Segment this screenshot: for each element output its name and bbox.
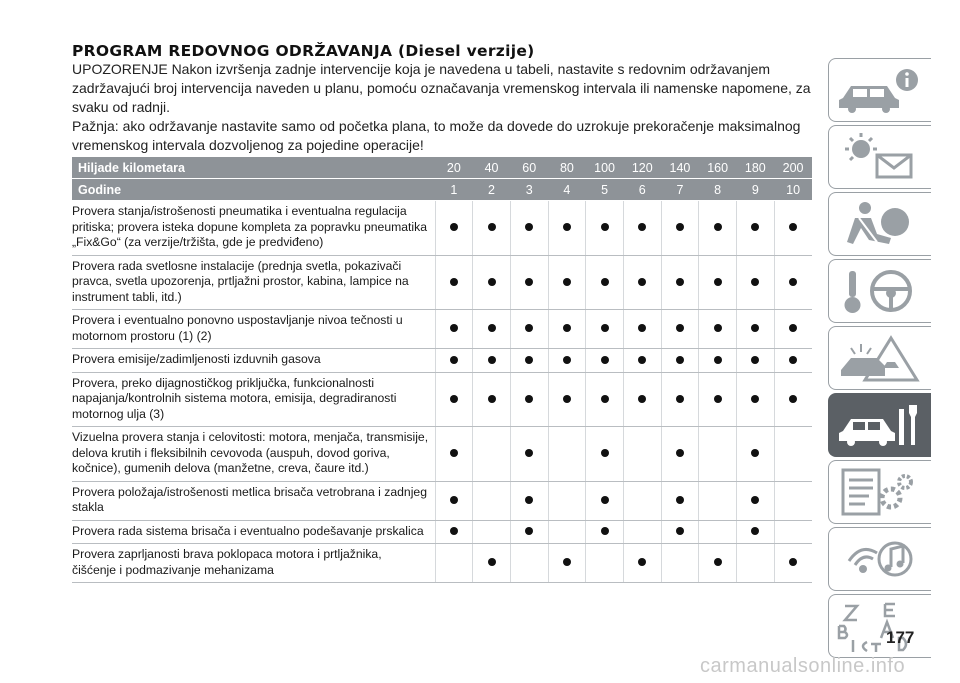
years-header-row (72, 179, 812, 201)
interval-cell (586, 310, 624, 349)
interval-cell (435, 544, 473, 583)
interval-cell (623, 201, 661, 256)
km-header-cell: 120 (623, 157, 661, 179)
interval-cell (586, 349, 624, 373)
operation-description: Provera emisije/zadimljenosti izduvnih gasova (72, 349, 435, 373)
airbag-icon (837, 198, 923, 250)
required-bullet (450, 395, 458, 403)
interval-cell (473, 544, 511, 583)
table-row (72, 255, 812, 310)
required-bullet (563, 558, 571, 566)
interval-cell (774, 544, 812, 583)
interval-cell (774, 201, 812, 256)
year-header-cell: 6 (623, 179, 661, 201)
operation-description: Provera, preko dijagnostičkog priključka, funkcionalnosti napajanja/kontrolnih sistema motora, emisija, degradiranosti motornog ulja (3) (72, 372, 435, 427)
interval-cell (774, 255, 812, 310)
required-bullet (450, 278, 458, 286)
interval-cell (623, 349, 661, 373)
interval-cell (586, 481, 624, 520)
required-bullet (563, 356, 571, 364)
interval-cell (548, 201, 586, 256)
required-bullet (601, 395, 609, 403)
interval-cell (586, 201, 624, 256)
interval-cell (661, 372, 699, 427)
required-bullet (676, 449, 684, 457)
required-bullet (676, 278, 684, 286)
warning-paragraph: UPOZORENJE Nakon izvršenja zadnje intervencije koja je navedena u tabeli, nastavite s redovnim održavanjem zadržavajući broj intervencija naveden u planu, pomoću označavanja vremenskog intervala ili namenske napomene, za svaku od radnji. (72, 61, 811, 115)
interval-cell (737, 310, 775, 349)
km-header-cell: 200 (774, 157, 812, 179)
interval-cell (473, 427, 511, 482)
tab-starting-driving[interactable] (828, 259, 931, 323)
required-bullet (676, 223, 684, 231)
required-bullet (450, 356, 458, 364)
interval-cell (586, 544, 624, 583)
operation-description: Provera stanja/istrošenosti pneumatika i eventualna regulacija pritiska; provera isteka dopune kompleta za popravku pneumatika „Fix&Go“ (za verzije/tržišta, gde je predviđeno) (72, 201, 435, 256)
operation-description: Vizuelna provera stanja i celovitosti: motora, menjača, transmisije, delova krutih i fleksibilnih cevovoda (auspuh, dovod goriva, kočnice), gumenih delova (manžetne, creva, čaure itd.) (72, 427, 435, 482)
operation-description: Provera rada svetlosne instalacije (prednja svetla, pokazivači pravca, svetla upozorenja, prtljažni prostor, kabina, lampice na instrument tabli, itd.) (72, 255, 435, 310)
interval-cell (510, 255, 548, 310)
km-header-row (72, 157, 812, 179)
interval-cell (586, 255, 624, 310)
car-info-icon (837, 64, 923, 116)
interval-cell (623, 520, 661, 544)
interval-cell (623, 310, 661, 349)
km-header-cell: 140 (661, 157, 699, 179)
interval-cell (548, 310, 586, 349)
interval-cell (473, 520, 511, 544)
required-bullet (638, 223, 646, 231)
required-bullet (450, 324, 458, 332)
interval-cell (623, 481, 661, 520)
required-bullet (789, 395, 797, 403)
table-row (72, 372, 812, 427)
required-bullet (450, 449, 458, 457)
year-header-cell: 9 (737, 179, 775, 201)
year-header-cell: 2 (473, 179, 511, 201)
interval-cell (699, 255, 737, 310)
interval-cell (586, 520, 624, 544)
interval-cell (699, 372, 737, 427)
interval-cell (548, 427, 586, 482)
required-bullet (563, 395, 571, 403)
interval-cell (435, 427, 473, 482)
required-bullet (525, 356, 533, 364)
required-bullet (676, 395, 684, 403)
interval-cell (510, 310, 548, 349)
required-bullet (525, 278, 533, 286)
required-bullet (638, 395, 646, 403)
page-number: 177 (886, 628, 915, 647)
year-header-cell: 8 (699, 179, 737, 201)
interval-cell (510, 201, 548, 256)
required-bullet (751, 395, 759, 403)
interval-cell (737, 201, 775, 256)
required-bullet (751, 278, 759, 286)
interval-cell (699, 481, 737, 520)
interval-cell (623, 544, 661, 583)
interval-cell (473, 255, 511, 310)
tab-dashboard-info[interactable] (828, 58, 931, 122)
operation-description: Provera rada sistema brisača i eventualno podešavanje prskalica (72, 520, 435, 544)
interval-cell (473, 349, 511, 373)
interval-cell (510, 520, 548, 544)
interval-cell (661, 349, 699, 373)
required-bullet (676, 527, 684, 535)
km-header-cell: 160 (699, 157, 737, 179)
interval-cell (435, 372, 473, 427)
interval-cell (623, 255, 661, 310)
required-bullet (751, 324, 759, 332)
interval-cell (774, 349, 812, 373)
watermark: carmanualsonline.info (700, 655, 906, 677)
required-bullet (488, 278, 496, 286)
interval-cell (699, 201, 737, 256)
interval-cell (548, 349, 586, 373)
required-bullet (638, 356, 646, 364)
table-row (72, 520, 812, 544)
interval-cell (435, 201, 473, 256)
interval-cell (661, 255, 699, 310)
required-bullet (563, 324, 571, 332)
required-bullet (601, 324, 609, 332)
interval-cell (548, 544, 586, 583)
steering-key-icon (837, 265, 923, 317)
required-bullet (450, 527, 458, 535)
tab-technical-data[interactable] (828, 460, 931, 524)
required-bullet (714, 356, 722, 364)
interval-cell (473, 201, 511, 256)
tab-index[interactable] (828, 594, 931, 658)
required-bullet (789, 324, 797, 332)
required-bullet (525, 449, 533, 457)
interval-cell (737, 427, 775, 482)
km-header-cell: 80 (548, 157, 586, 179)
km-header-label: Hiljade kilometara (72, 157, 435, 179)
interval-cell (699, 544, 737, 583)
interval-cell (435, 255, 473, 310)
required-bullet (601, 356, 609, 364)
interval-cell (774, 481, 812, 520)
km-header-cell: 60 (510, 157, 548, 179)
required-bullet (601, 449, 609, 457)
required-bullet (714, 558, 722, 566)
interval-cell (737, 372, 775, 427)
required-bullet (676, 324, 684, 332)
interval-cell (548, 481, 586, 520)
km-header-cell: 100 (586, 157, 624, 179)
required-bullet (714, 223, 722, 231)
interval-cell (661, 427, 699, 482)
table-row (72, 481, 812, 520)
required-bullet (751, 223, 759, 231)
interval-cell (737, 520, 775, 544)
table-row (72, 544, 812, 583)
required-bullet (601, 496, 609, 504)
year-header-cell: 4 (548, 179, 586, 201)
required-bullet (601, 223, 609, 231)
interval-cell (473, 481, 511, 520)
required-bullet (525, 223, 533, 231)
table-row (72, 310, 812, 349)
interval-cell (510, 427, 548, 482)
interval-cell (548, 520, 586, 544)
page-title: PROGRAM REDOVNOG ODRŽAVANJA (Diesel verzije) (72, 42, 535, 60)
required-bullet (789, 558, 797, 566)
required-bullet (601, 527, 609, 535)
operation-description: Provera zaprljanosti brava poklopaca motora i prtljažnika, čišćenje i podmazivanje mehanizama (72, 544, 435, 583)
year-header-cell: 5 (586, 179, 624, 201)
interval-cell (435, 520, 473, 544)
required-bullet (525, 496, 533, 504)
year-header-cell: 7 (661, 179, 699, 201)
required-bullet (638, 558, 646, 566)
required-bullet (789, 278, 797, 286)
interval-cell (510, 372, 548, 427)
required-bullet (450, 496, 458, 504)
interval-cell (737, 349, 775, 373)
required-bullet (525, 527, 533, 535)
interval-cell (661, 544, 699, 583)
maintenance-schedule-table (72, 157, 812, 583)
tab-multimedia[interactable] (828, 527, 931, 591)
required-bullet (601, 278, 609, 286)
interval-cell (699, 427, 737, 482)
table-row (72, 349, 812, 373)
tab-maintenance[interactable] (828, 393, 931, 457)
year-header-cell: 1 (435, 179, 473, 201)
interval-cell (699, 520, 737, 544)
required-bullet (676, 496, 684, 504)
required-bullet (789, 356, 797, 364)
interval-cell (435, 349, 473, 373)
interval-cell (548, 372, 586, 427)
required-bullet (751, 449, 759, 457)
required-bullet (525, 324, 533, 332)
required-bullet (563, 278, 571, 286)
required-bullet (525, 395, 533, 403)
tab-lights-messages[interactable] (828, 125, 931, 189)
interval-cell (548, 255, 586, 310)
km-header-cell: 180 (737, 157, 775, 179)
year-header-cell: 10 (774, 179, 812, 201)
tab-emergency[interactable] (828, 326, 931, 390)
interval-cell (661, 520, 699, 544)
required-bullet (488, 356, 496, 364)
schedule-body (72, 201, 812, 583)
warning-crash-icon (837, 332, 923, 384)
required-bullet (638, 324, 646, 332)
table-row (72, 201, 812, 256)
interval-cell (774, 520, 812, 544)
year-header-cell: 3 (510, 179, 548, 201)
interval-cell (435, 481, 473, 520)
interval-cell (774, 372, 812, 427)
interval-cell (737, 544, 775, 583)
document-gear-icon (837, 466, 923, 518)
required-bullet (450, 223, 458, 231)
interval-cell (737, 481, 775, 520)
required-bullet (676, 356, 684, 364)
operation-description: Provera i eventualno ponovno uspostavljanje nivoa tečnosti u motornom prostoru (1) (2) (72, 310, 435, 349)
interval-cell (435, 310, 473, 349)
interval-cell (473, 310, 511, 349)
required-bullet (751, 527, 759, 535)
interval-cell (510, 544, 548, 583)
operation-description: Provera položaja/istrošenosti metlica brisača vetrobrana i zadnjeg stakla (72, 481, 435, 520)
interval-cell (661, 201, 699, 256)
interval-cell (699, 310, 737, 349)
interval-cell (661, 481, 699, 520)
required-bullet (488, 223, 496, 231)
attention-paragraph: Pažnja: ako održavanje nastavite samo od početka plana, to može da dovede do uzrokuje prekoračenje maksimalnog vremenskog intervala dozvoljenog za pojedine operacije! (72, 118, 801, 153)
interval-cell (586, 427, 624, 482)
interval-cell (699, 349, 737, 373)
years-header-label: Godine (72, 179, 435, 201)
car-wrench-icon (837, 399, 923, 451)
interval-cell (623, 427, 661, 482)
interval-cell (473, 372, 511, 427)
required-bullet (563, 223, 571, 231)
required-bullet (714, 395, 722, 403)
interval-cell (623, 372, 661, 427)
sun-envelope-icon (837, 131, 923, 183)
required-bullet (488, 395, 496, 403)
required-bullet (488, 324, 496, 332)
tab-safety[interactable] (828, 192, 931, 256)
required-bullet (638, 278, 646, 286)
interval-cell (510, 481, 548, 520)
interval-cell (661, 310, 699, 349)
table-row (72, 427, 812, 482)
interval-cell (774, 310, 812, 349)
km-header-cell: 20 (435, 157, 473, 179)
interval-cell (774, 427, 812, 482)
interval-cell (737, 255, 775, 310)
required-bullet (789, 223, 797, 231)
intro-text (72, 60, 812, 155)
km-header-cell: 40 (473, 157, 511, 179)
required-bullet (488, 558, 496, 566)
required-bullet (751, 356, 759, 364)
required-bullet (714, 324, 722, 332)
required-bullet (714, 278, 722, 286)
required-bullet (751, 496, 759, 504)
interval-cell (586, 372, 624, 427)
media-music-icon (837, 533, 923, 585)
interval-cell (510, 349, 548, 373)
